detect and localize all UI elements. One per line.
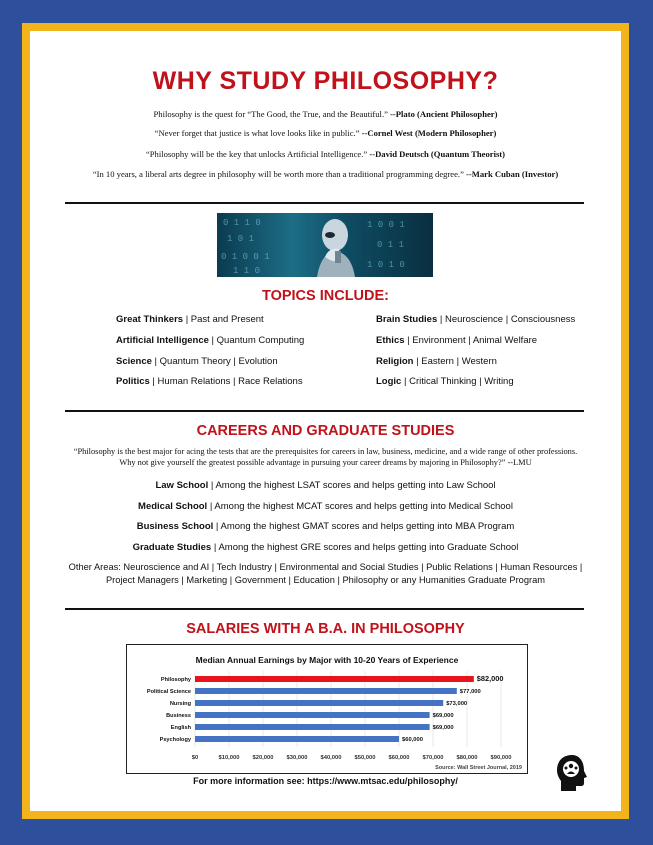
chart-bar xyxy=(195,724,430,730)
chart-tick-label: $50,000 xyxy=(354,755,376,761)
career-law-school: Law School | Among the highest LSAT scores and helps getting into Law School xyxy=(155,480,496,491)
chart-value-label: $60,000 xyxy=(402,737,423,744)
footer-more-info: For more information see: https://www.mtsac.edu/philosophy/ xyxy=(193,776,458,786)
topic-science: Science | Quantum Theory | Evolution xyxy=(116,356,278,367)
chart-title: Median Annual Earnings by Major with 10-20 Years of Experience xyxy=(195,655,459,665)
chart-bar xyxy=(195,712,430,718)
chart-category-label: English xyxy=(170,725,191,731)
chart-tick-label: $0 xyxy=(191,755,199,761)
topics-heading: TOPICS INCLUDE: xyxy=(261,288,390,304)
chart-tick-label: $30,000 xyxy=(286,755,308,761)
svg-text:0 1 1: 0 1 1 xyxy=(377,240,405,250)
svg-text:1 1 0: 1 1 0 xyxy=(233,266,261,276)
chart-tick-label: $10,000 xyxy=(218,755,240,761)
chart-category-label: Political Science xyxy=(146,689,191,695)
chart-category-label: Psychology xyxy=(159,737,191,743)
chart-tick-label: $60,000 xyxy=(388,755,410,761)
salary-chart xyxy=(126,644,528,774)
salaries-heading: SALARIES WITH A B.A. IN PHILOSOPHY xyxy=(186,621,465,637)
careers-quote: “Philosophy is the best major for acing the tests that are the prerequisites for careers in law, business, medicine, and a wide range of other professions. Why not give yourself the greatest possible advantage in pursuing your career dreams by majoring in Philosophy?” --LMU xyxy=(73,447,578,467)
topic-great-thinkers: Great Thinkers | Past and Present xyxy=(116,314,264,325)
quote-cornel-west: “Never forget that justice is what love looks like in public.” --Cornel West (Modern Philosopher) xyxy=(154,128,497,138)
svg-text:1 0 1: 1 0 1 xyxy=(227,234,255,244)
robot-thinker-image xyxy=(217,213,433,277)
chart-value-label: $69,000 xyxy=(432,725,454,732)
topic-ethics: Ethics | Environment | Animal Welfare xyxy=(376,335,538,346)
chart-source: Source: Wall Street Journal, 2019 xyxy=(435,765,522,771)
careers-heading: CAREERS AND GRADUATE STUDIES xyxy=(196,423,455,439)
topic-logic: Logic | Critical Thinking | Writing xyxy=(376,376,514,387)
career-business-school: Business School | Among the highest GMAT scores and helps getting into MBA Program xyxy=(136,521,515,532)
chart-tick-label: $40,000 xyxy=(320,755,342,761)
chart-bar xyxy=(195,700,443,706)
salary-chart-svg xyxy=(127,645,527,773)
chart-bar xyxy=(195,736,399,742)
quote-david-deutsch: “Philosophy will be the key that unlocks Artificial Intelligence.” --David Deutsch (Quantum Theorist) xyxy=(145,149,506,159)
chart-tick-label: $20,000 xyxy=(252,755,274,761)
other-areas: Other Areas: Neuroscience and AI | Tech Industry | Environmental and Social Studies | Public Relations | Human Resources | Project Managers | Marketing | Government | Education | Philosophy or any Humanities Graduate Program xyxy=(68,562,583,585)
chart-value-label: $82,000 xyxy=(476,674,504,684)
svg-text:0 1 0 0 1: 0 1 0 0 1 xyxy=(221,252,270,262)
topic-politics: Politics | Human Relations | Race Relations xyxy=(116,376,303,387)
chart-category-label: Nursing xyxy=(169,701,191,707)
quote-plato: Philosophy is the quest for “The Good, the True, and the Beautiful.” --Plato (Ancient Philosopher) xyxy=(153,109,498,119)
svg-text:0 1 1 0: 0 1 1 0 xyxy=(223,218,261,228)
chart-category-label: Business xyxy=(166,713,191,719)
chart-value-label: $73,000 xyxy=(446,701,468,708)
chart-tick-label: $70,000 xyxy=(422,755,444,761)
career-graduate-studies: Graduate Studies | Among the highest GRE scores and helps getting into Graduate School xyxy=(132,542,519,553)
svg-text:1 0 0 1: 1 0 0 1 xyxy=(367,220,405,230)
topic-brain-studies: Brain Studies | Neuroscience | Consciousness xyxy=(376,314,576,325)
chart-value-label: $77,000 xyxy=(459,689,481,696)
chart-bar xyxy=(195,688,457,694)
svg-text:1 0 1 0: 1 0 1 0 xyxy=(367,260,405,270)
career-medical-school: Medical School | Among the highest MCAT scores and helps getting into Medical School xyxy=(138,501,513,512)
flyer-page xyxy=(30,31,621,811)
chart-tick-label: $90,000 xyxy=(490,755,512,761)
topic-artificial-intelligence: Artificial Intelligence | Quantum Computing xyxy=(116,335,305,346)
chart-category-label: Philosophy xyxy=(160,677,191,683)
chart-value-label: $69,000 xyxy=(432,713,454,720)
quote-mark-cuban: “In 10 years, a liberal arts degree in philosophy will be worth more than a traditional programming degree.” --Mark Cuban (Investor) xyxy=(92,169,559,179)
divider xyxy=(65,202,584,204)
divider xyxy=(65,608,584,610)
divider xyxy=(65,410,584,412)
topic-religion: Religion | Eastern | Western xyxy=(376,356,497,367)
head-with-people-icon xyxy=(554,753,590,793)
chart-bar xyxy=(195,676,474,682)
page-title: WHY STUDY PHILOSOPHY? xyxy=(152,67,499,95)
chart-tick-label: $80,000 xyxy=(456,755,478,761)
